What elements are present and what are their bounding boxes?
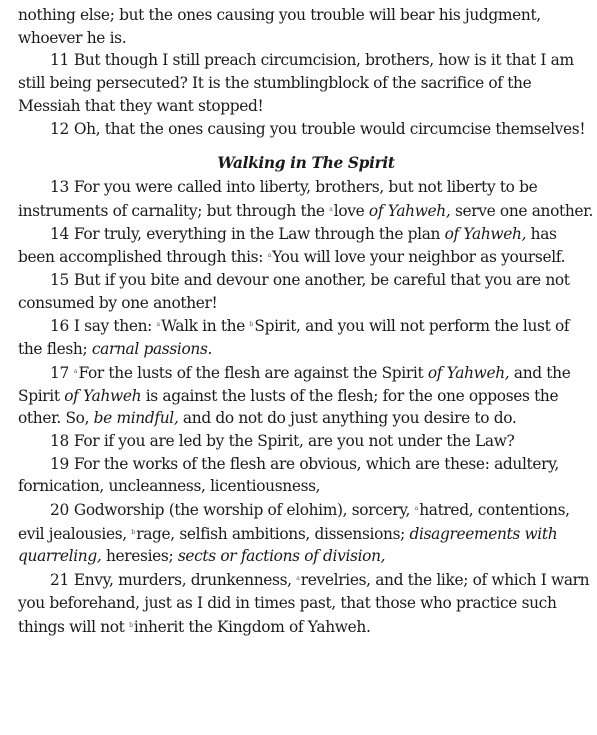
verse-number: 20 [50,501,69,520]
verse-paragraph [18,498,594,568]
text-run: heresies; [101,547,178,566]
text-run: love [333,201,369,220]
italic-text: sects or factions of division, [177,547,386,566]
verse-number: 16 [50,317,69,336]
verse-paragraph [18,568,594,638]
verse-paragraph [18,314,594,360]
verse-number: 13 [50,178,69,197]
verse-number: 18 [50,431,69,450]
text-run: For truly, everything in the Law through the plan [73,224,445,243]
footnote-marker[interactable]: a [73,367,78,375]
verse-number: 21 [50,571,69,590]
verse-paragraph [18,118,594,141]
text-run: inherit the Kingdom of Yahweh. [133,617,371,636]
footnote-marker[interactable]: a [156,321,161,329]
italic-text: carnal passions. [91,340,213,359]
text-run: For you were called into liberty, brothers, but not liberty to be instruments of carnality; but through the [18,178,538,220]
text-run: and the Spirit [18,363,571,405]
text-run: Spirit, and you will not perform the lust of the flesh; [18,317,570,359]
italic-text: be mindful, [93,409,179,428]
text-run: You will love your neighbor as yourself. [272,248,566,267]
footnote-marker[interactable]: a [329,205,333,213]
verse-paragraph [18,223,594,269]
verse-number: 19 [50,454,69,473]
text-run: I say then: [73,317,157,336]
italic-text: of Yahweh, [368,201,451,220]
continuation-paragraph [18,4,594,49]
text-run: For the lusts of the flesh are against the Spirit [78,363,428,382]
verse-number: 15 [50,271,69,290]
verse-paragraph [18,430,594,453]
italic-text: disagreements with quarreling, [18,524,558,566]
footnote-marker[interactable]: a [296,575,300,583]
text-run: serve one another. [450,201,594,220]
text-run: Envy, murders, drunkenness, [73,571,297,590]
text-run: Oh, that the ones causing you trouble would circumcise themselves! [73,119,586,138]
verse-paragraph [18,453,594,498]
verse-number: 14 [50,224,69,243]
verse-paragraph [18,269,594,314]
text-run: For if you are led by the Spirit, are you not under the Law? [73,431,515,450]
verse-paragraph [18,361,594,430]
footnote-marker[interactable]: a [414,505,419,513]
verse-paragraph [18,176,594,222]
text-run: But if you bite and devour one another, be careful that you are not consumed by one another! [18,271,570,312]
text-run: nothing else; but the ones causing you trouble will bear his judgment, whoever he is. [18,6,541,47]
scripture-text [18,4,594,638]
text-run: rage, selfish ambitions, dissensions; [136,524,410,543]
text-run: and do not do just anything you desire to do. [178,409,517,428]
verse-number: 11 [50,51,69,70]
footnote-marker[interactable]: a [267,252,272,260]
footnote-marker[interactable]: b [249,321,254,329]
text-run: But though I still preach circumcision, brothers, how is it that I am still being persecuted? It is the stumblingblock of the sacrifice of the Messiah that they want stopped! [18,51,574,115]
section-heading: Walking in The Spirit [217,154,395,173]
text-run: hatred, contentions, evil jealousies, [18,501,570,543]
text-run: Walk in the [161,317,250,336]
italic-text: of Yahweh, [427,363,510,382]
verse-paragraph [18,49,594,117]
italic-text: of Yahweh [64,386,142,405]
text-run: revelries, and the like; of which I warn you beforehand, just as I did in times past, that those who practice such things will not [18,571,590,636]
text-run: has been accomplished through this: [18,224,557,267]
italic-text: of Yahweh, [444,224,527,243]
text-run: Godworship (the worship of elohim), sorcery, [73,501,415,520]
text-run: For the works of the flesh are obvious, which are these: adultery, fornication, uncleanness, licentiousness, [18,454,559,496]
verse-number: 17 [50,363,69,382]
footnote-marker[interactable]: b [131,528,136,536]
footnote-marker[interactable]: b [129,621,133,629]
verse-number: 12 [50,119,69,138]
text-run: is against the lusts of the flesh; for the one opposes the other. So, [18,386,559,428]
